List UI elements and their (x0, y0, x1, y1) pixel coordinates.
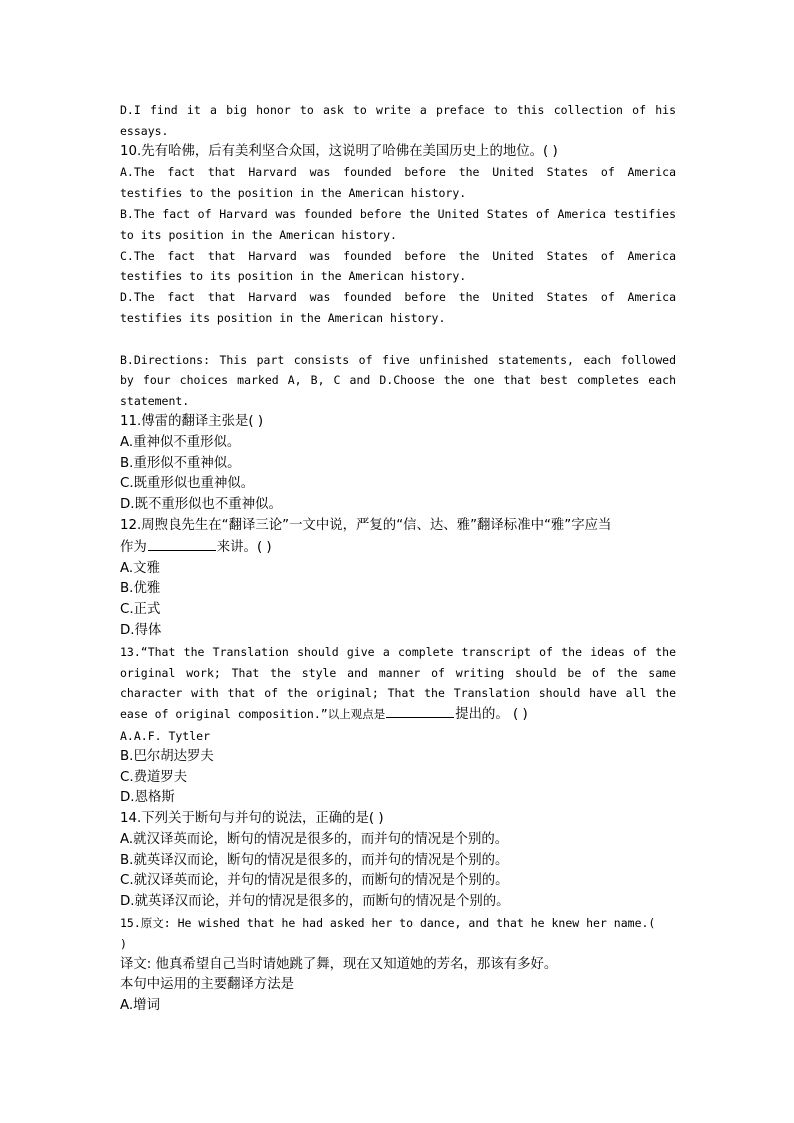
exam-page (120, 100, 676, 1017)
q12-answer-blank (148, 537, 216, 551)
q10-option-d-line2: testifies its position in the American history. (120, 310, 446, 325)
q13-option-b: B.巴尔胡达罗夫 (120, 748, 214, 764)
q13-stem-line3: character with that of the original; That the Translation should have all the (120, 686, 676, 701)
q13-stem-prefix: ease of original composition.”以上观点是 (120, 707, 386, 722)
q12-option-a: A.文雅 (120, 560, 160, 576)
q15-source-line1: 15.原文: He wished that he had asked her to dance, and that he knew her name.( (120, 916, 656, 931)
q12-stem-line1: 12.周煦良先生在“翻译三论”一文中说，严复的“信、达、雅”翻译标准中“雅”字应当 (120, 517, 612, 533)
q13-stem-line4 (120, 704, 676, 726)
q13-option-c: C.费道罗夫 (120, 769, 188, 785)
q14-option-b: B.就英译汉而论，断句的情况是很多的，而并句的情况是个别的。 (120, 852, 509, 868)
q12-stem-line2 (120, 537, 676, 559)
q14-stem: 14.下列关于断句与并句的说法，正确的是( ) (120, 811, 384, 827)
q15-translation: 译文: 他真希望自己当时请她跳了舞，现在又知道她的芳名，那该有多好。 (120, 956, 558, 972)
q13-stem-suffix: 提出的。 ( ) (455, 707, 528, 723)
q11-option-a: A.重神似不重形似。 (120, 434, 241, 450)
q14-option-c: C.就汉译英而论，并句的情况是很多的，而断句的情况是个别的。 (120, 873, 509, 889)
q12-stem-prefix: 作为 (120, 539, 147, 555)
q10-option-c-line1: C.The fact that Harvard was founded before the United States of America (120, 248, 676, 263)
q13-stem-line1: 13.“That the Translation should give a complete transcript of the ideas of the (120, 644, 676, 659)
q12-option-b: B.优雅 (120, 581, 161, 597)
q10-option-b-line2: to its position in the American history. (120, 227, 397, 242)
q11-option-c: C.既重形似也重神似。 (120, 476, 255, 492)
q14-option-a: A.就汉译英而论，断句的情况是很多的，而并句的情况是个别的。 (120, 831, 509, 847)
q13-stem-line2: original work; That the style and manner of writing should be of the same (120, 665, 676, 680)
q13-option-d: D.恩格斯 (120, 790, 175, 806)
q15-source-line2: ) (120, 936, 127, 951)
section-spacer (120, 329, 676, 350)
q12-option-c: C.正式 (120, 602, 161, 618)
q10-option-c-line2: testifies to its position in the American history. (120, 269, 467, 284)
q12-stem-suffix: 来讲。( ) (216, 539, 272, 555)
q10-option-a-line2: testifies to the position in the American history. (120, 186, 467, 201)
section-b-directions-line2: by four choices marked A, B, C and D.Choose the one that best completes each (120, 373, 676, 388)
q10-option-b-line1: B.The fact of Harvard was founded before the United States of America testifies (120, 206, 676, 221)
q13-answer-blank (386, 704, 454, 718)
q11-option-d: D.既不重形似也不重神似。 (120, 497, 282, 513)
q9-option-d-line2: essays. (120, 123, 169, 138)
q10-stem: 10.先有哈佛，后有美利坚合众国，这说明了哈佛在美国历史上的地位。( ) (120, 143, 558, 159)
q10-option-d-line1: D.The fact that Harvard was founded before the United States of America (120, 290, 676, 305)
section-b-directions-line3: statement. (120, 394, 190, 409)
q11-option-b: B.重形似不重神似。 (120, 455, 241, 471)
q9-option-d-line1: D.I find it a big honor to ask to write a preface to this collection of his (120, 103, 676, 117)
q15-question: 本句中运用的主要翻译方法是 (120, 977, 295, 993)
section-b-directions-line1: B.Directions: This part consists of five unfinished statements, each followed (120, 352, 676, 367)
q13-option-a: A.A.F. Tytler (120, 728, 211, 743)
q12-option-d: D.得体 (120, 622, 162, 638)
q14-option-d: D.就英译汉而论，并句的情况是很多的，而断句的情况是个别的。 (120, 894, 510, 910)
q10-option-a-line1: A.The fact that Harvard was founded before the United States of America (120, 165, 676, 180)
q15-option-a: A.增词 (120, 998, 160, 1014)
q11-stem: 11.傅雷的翻译主张是( ) (120, 413, 264, 429)
